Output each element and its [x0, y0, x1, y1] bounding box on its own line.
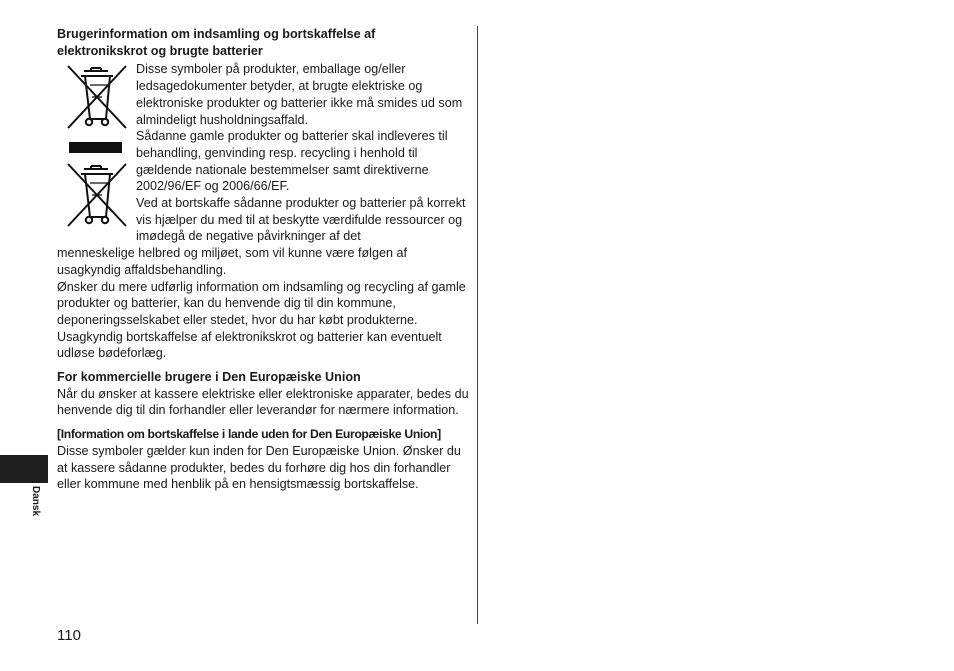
section-heading: Brugerinformation om indsamling og bortskaffelse af elektronikskrot og brugte batterier: [57, 27, 376, 58]
commercial-heading: For kommercielle brugere i Den Europæiske Union: [57, 370, 361, 385]
continuation-paragraph: menneskelige helbred og miljøet, som vil kunne være følgen af usagkyndig affaldsbehandling.: [57, 246, 407, 277]
symbol-paragraph: Disse symboler på produkter, emballage og/eller ledsagedokumenter betyder, at brugte elektriske og elektroniske produkter og batterier ikke må smides ud som almindeligt husholdningsaffald.: [136, 62, 463, 127]
symbol-block: [57, 61, 471, 245]
info-paragraph: Ønsker du mere udførlig information om indsamling og recycling af gamle produkter og batterier, kan du henvende dig til din kommune, deponeringsselskabet eller stedet, hvor du har købt produkterne.: [57, 279, 466, 327]
column-divider: [477, 26, 478, 624]
penalty-paragraph: Usagkyndig bortskaffelse af elektronikskrot og batterier kan eventuelt udløse bødeforlæg.: [57, 329, 442, 361]
commercial-text: Når du ønsker at kassere elektriske eller elektroniske apparater, bedes du henvende dig til din forhandler eller leverandør for nærmere information.: [57, 386, 469, 418]
outside-eu-text: Disse symboler gælder kun inden for Den Europæiske Union. Ønsker du at kassere sådanne produkter, bedes du forhøre dig hos din forhandler eller kommune med henblik på en hensigtsmæssig bortskaffelse.: [57, 443, 461, 492]
left-column: [57, 26, 471, 493]
bin-symbol-bar: [69, 142, 122, 153]
symbol-paragraph: Sådanne gamle produkter og batterier skal indleveres til behandling, genvinding resp. recycling i henhold til gældende nationale bestemmelser samt direktiverne 2002/96/EF og 2006/66/EF.: [136, 129, 448, 194]
crossed-out-wheelie-bin-icon: [65, 161, 129, 229]
language-label: Dansk: [30, 486, 41, 517]
language-tab: [0, 455, 48, 483]
page-number: 110: [57, 627, 81, 644]
outside-eu-heading: [Information om bortskaffelse i lande uden for Den Europæiske Union]: [57, 427, 441, 442]
symbol-description: [136, 61, 471, 245]
crossed-out-wheelie-bin-icon: [65, 63, 129, 131]
weee-symbols: [65, 63, 129, 229]
symbol-paragraph: Ved at bortskaffe sådanne produkter og batterier på korrekt vis hjælper du med til at beskytte værdifulde ressourcer og imødegå de negative påvirkninger af det: [136, 196, 466, 244]
